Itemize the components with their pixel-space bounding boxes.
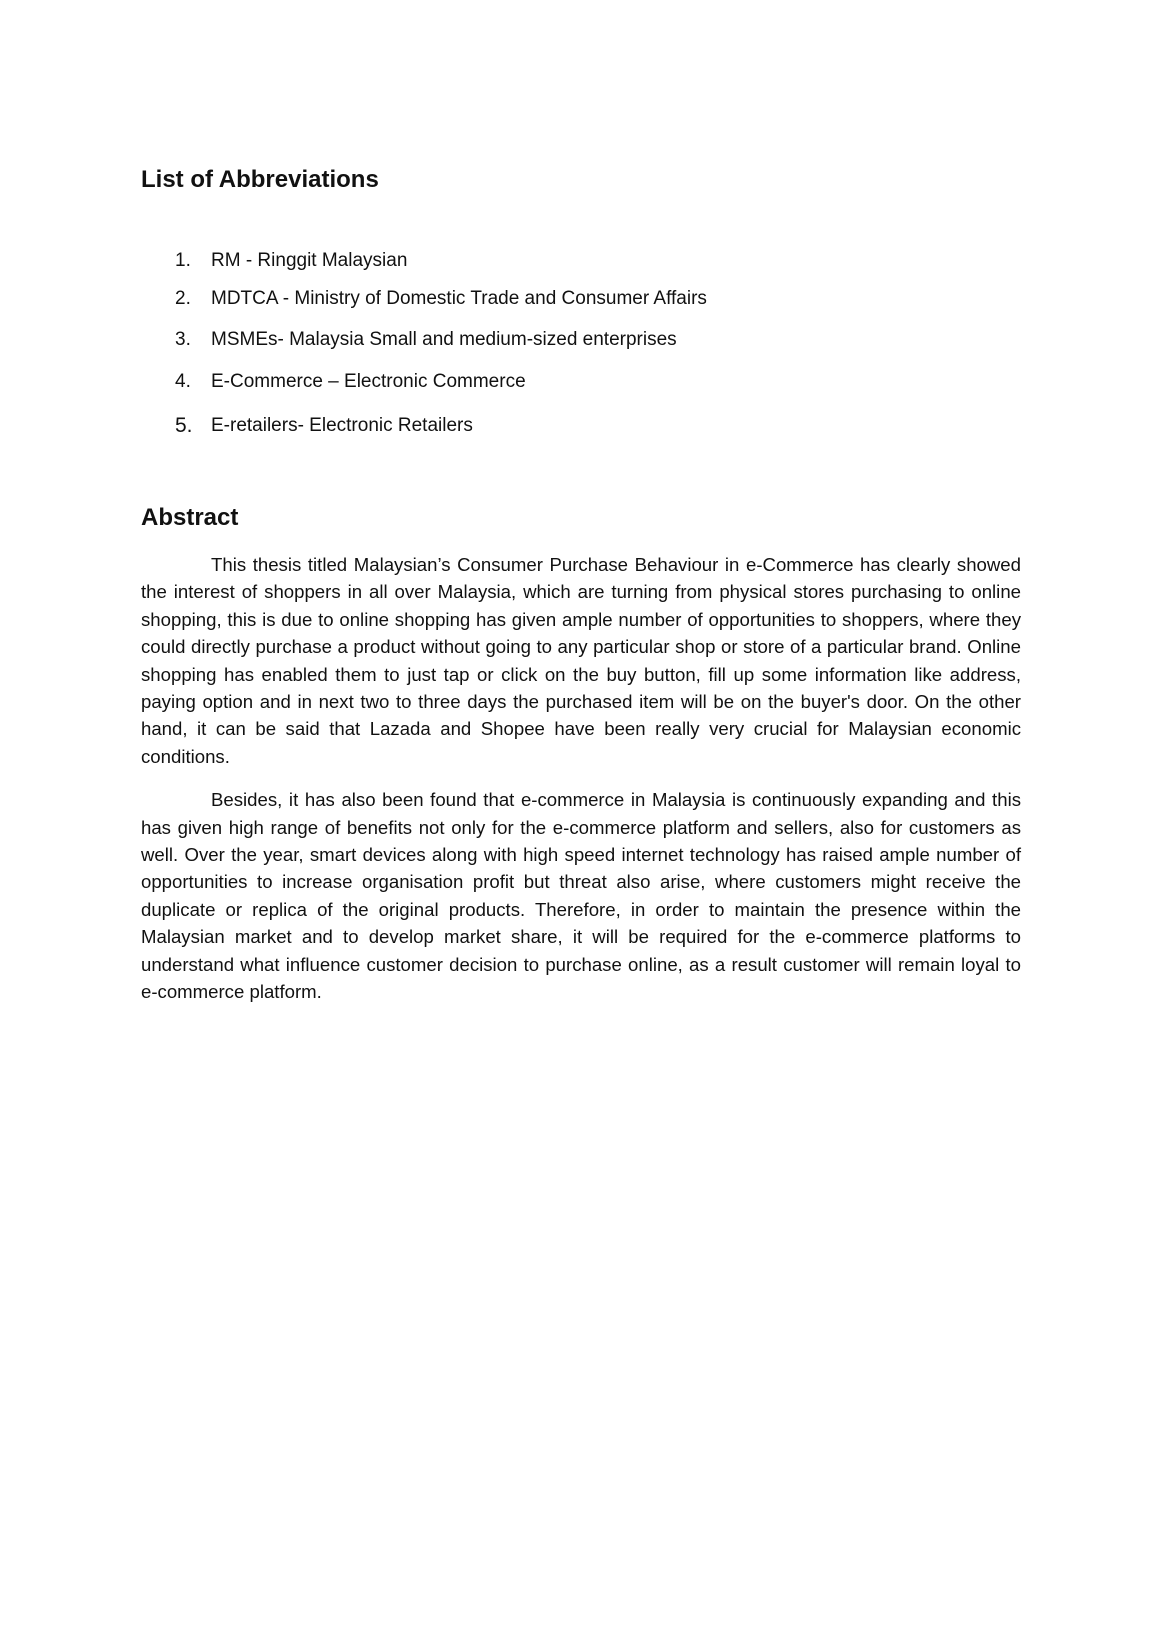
list-item-text: E-Commerce – Electronic Commerce bbox=[211, 371, 526, 392]
list-item-number: 1. bbox=[175, 250, 191, 271]
abstract-heading: Abstract bbox=[141, 504, 239, 531]
list-item-text: MDTCA - Ministry of Domestic Trade and Consumer Affairs bbox=[211, 288, 707, 309]
list-item-text: E-retailers- Electronic Retailers bbox=[211, 415, 473, 436]
abbreviations-heading: List of Abbreviations bbox=[141, 166, 379, 193]
list-item-number: 4. bbox=[175, 371, 191, 392]
list-item-text: RM - Ringgit Malaysian bbox=[211, 250, 408, 271]
list-item-number: 5. bbox=[175, 414, 193, 437]
list-item-number: 2. bbox=[175, 288, 191, 309]
list-item-text: MSMEs- Malaysia Small and medium-sized enterprises bbox=[211, 329, 677, 350]
abstract-paragraph: Besides, it has also been found that e-commerce in Malaysia is continuously expanding and this has given high range of benefits not only for the e-commerce platform and sellers, also for customers as well. Over the year, smart devices along with high speed internet technology has raised ample number of opportunities to increase organisation profit but threat also arise, where customers might receive the duplicate or replica of the original products. Therefore, in order to maintain the presence within the Malaysian market and to develop market share, it will be required for the e-commerce platforms to understand what influence customer decision to purchase online, as a result customer will remain loyal to e-commerce platform. bbox=[141, 789, 1021, 1003]
abstract-body bbox=[141, 551, 1021, 1006]
abstract-paragraph: This thesis titled Malaysian’s Consumer Purchase Behaviour in e-Commerce has clearly showed the interest of shoppers in all over Malaysia, which are turning from physical stores purchasing to online shopping, this is due to online shopping has given ample number of opportunities to shoppers, where they could directly purchase a product without going to any particular shop or store of a particular brand. Online shopping has enabled them to just tap or click on the buy button, fill up some information like address, paying option and in next two to three days the purchased item will be on the buyer's door. On the other hand, it can be said that Lazada and Shopee have been really very crucial for Malaysian economic conditions. bbox=[141, 554, 1021, 767]
list-item-number: 3. bbox=[175, 329, 191, 350]
